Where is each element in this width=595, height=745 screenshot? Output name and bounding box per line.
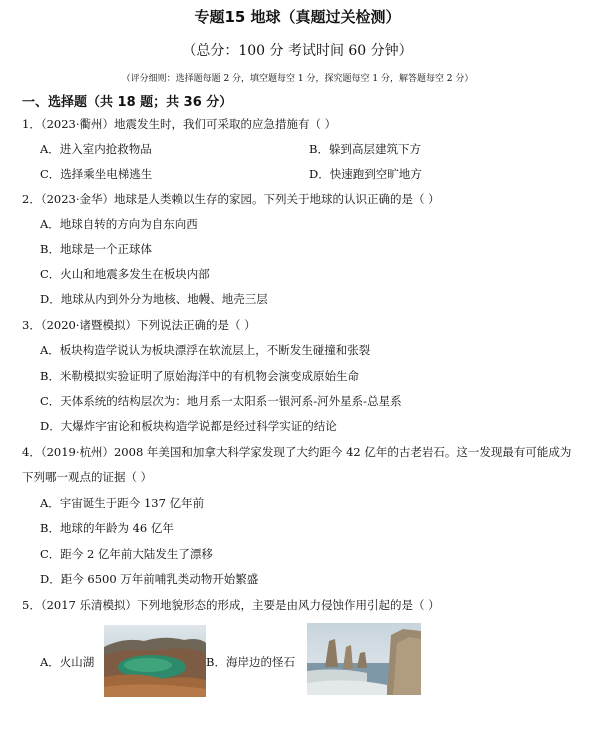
exam-info: （总分：100 分 考试时间 60 分钟） bbox=[182, 43, 413, 59]
page-title: 专题15 地球（真题过关检测） bbox=[194, 8, 401, 26]
question-4-option-b: B．地球的年龄为 46 亿年 bbox=[40, 521, 174, 535]
question-1-option-b: B．躲到高层建筑下方 bbox=[309, 142, 421, 156]
question-2-option-c: C．火山和地震多发生在板块内部 bbox=[40, 267, 210, 281]
volcano-lake-photo bbox=[104, 625, 206, 697]
question-1-option-c: C．选择乘坐电梯逃生 bbox=[40, 167, 153, 181]
question-4-option-c: C．距今 2 亿年前大陆发生了漂移 bbox=[40, 547, 213, 561]
question-4-option-d: D．距今 6500 万年前哺乳类动物开始繁盛 bbox=[40, 572, 259, 586]
question-3-option-a: A．板块构造学说认为板块漂浮在软流层上，不断发生碰撞和张裂 bbox=[40, 343, 371, 357]
question-3-stem: 3．（2020·诸暨模拟）下列说法正确的是（ ） bbox=[22, 318, 256, 332]
question-5-option-b: B．海岸边的怪石 bbox=[206, 655, 295, 669]
question-3-option-b: B．米勒模拟实验证明了原始海洋中的有机物会演变成原始生命 bbox=[40, 369, 359, 383]
question-2-stem: 2．（2023·金华）地球是人类赖以生存的家园。下列关于地球的认识正确的是（ ） bbox=[22, 192, 440, 206]
question-2-option-b: B．地球是一个正球体 bbox=[40, 242, 152, 256]
question-3-option-c: C．天体系统的结构层次为：地月系一太阳系一银河系-河外星系-总星系 bbox=[40, 394, 402, 408]
question-4-stem-line-1: 4．（2019·杭州）2008 年美国和加拿大科学家发现了大约距今 42 亿年的古老岩石。这一发现最有可能成为 bbox=[22, 445, 572, 459]
question-1-option-a: A．进入室内抢救物品 bbox=[40, 142, 152, 156]
question-5-stem: 5．（2017 乐清模拟）下列地貌形态的形成，主要是由风力侵蚀作用引起的是（ ） bbox=[22, 598, 440, 612]
question-5-option-a: A．火山湖 bbox=[40, 655, 95, 669]
scoring-note: （评分细则：选择题每题 2 分，填空题每空 1 分，探究题每空 1 分，解答题每空 2 分） bbox=[121, 74, 474, 84]
question-2-option-d: D．地球从内到外分为地核、地幔、地壳三层 bbox=[40, 292, 268, 306]
question-4-option-a: A．宇宙诞生于距今 137 亿年前 bbox=[40, 496, 205, 510]
question-4-stem-line-2: 下列哪一观点的证据（ ） bbox=[22, 470, 153, 484]
question-2-option-a: A．地球自转的方向为自东向西 bbox=[40, 217, 198, 231]
question-3-option-d: D．大爆炸宇宙论和板块构造学说都是经过科学实证的结论 bbox=[40, 419, 337, 433]
coastal-rocks-photo bbox=[307, 623, 421, 695]
question-1-stem: 1．（2023·衢州）地震发生时，我们可采取的应急措施有（ ） bbox=[22, 117, 337, 131]
section-title: 一、选择题（共 18 题；共 36 分） bbox=[22, 95, 233, 110]
question-1-option-d: D．快速跑到空旷地方 bbox=[309, 167, 422, 181]
